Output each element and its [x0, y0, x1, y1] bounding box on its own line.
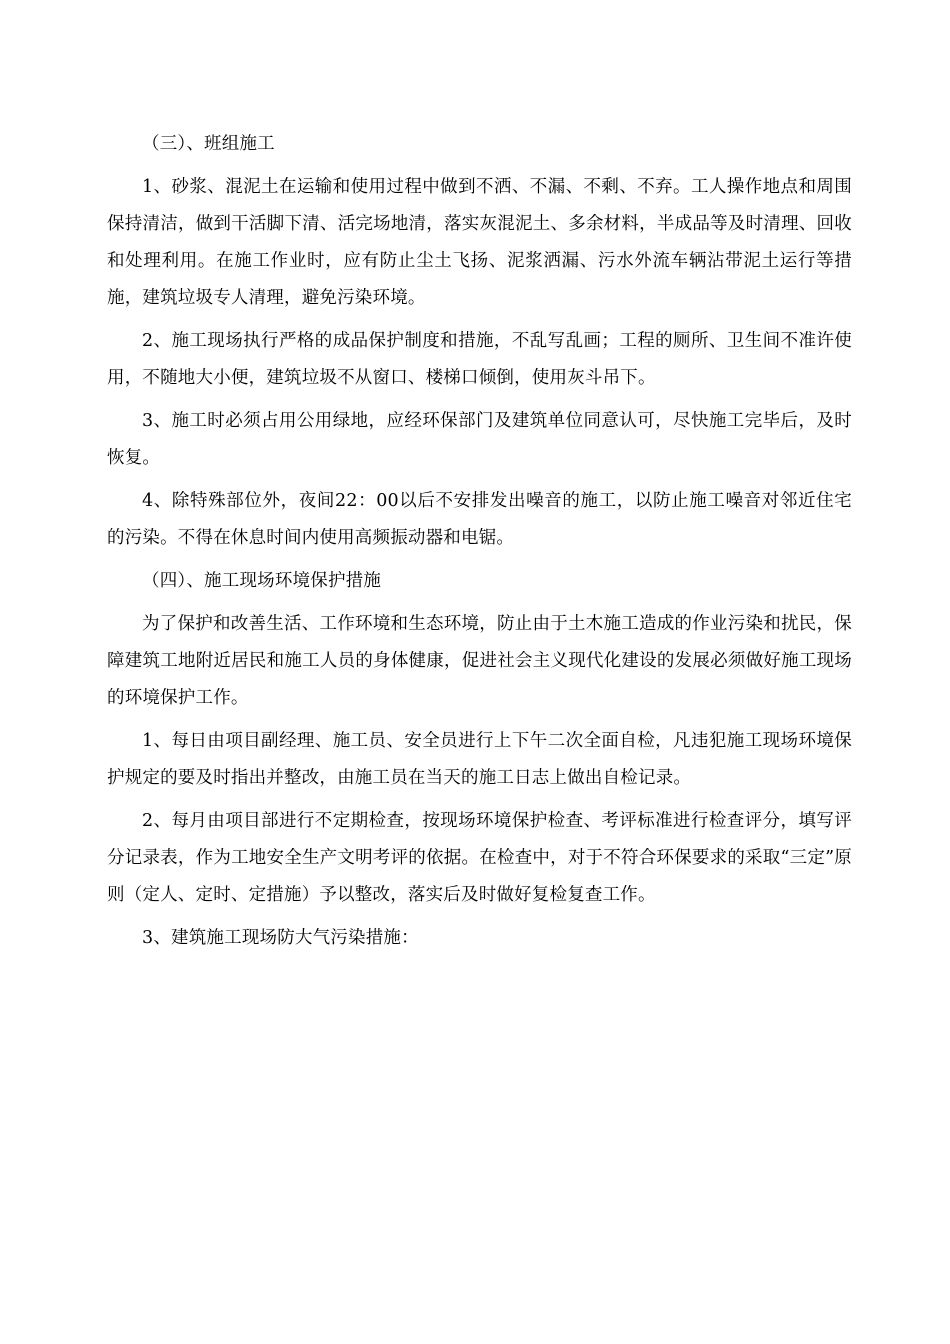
- document-body: [107, 126, 852, 963]
- paragraph-item-1-daily-inspection: 1、每日由项目副经理、施工员、安全员进行上下午二次全面自检，凡违犯施工现场环境保护规定的要及时指出并整改，由施工员在当天的施工日志上做出自检记录。: [107, 731, 852, 788]
- paragraph-intro-environmental-protection: 为了保护和改善生活、工作环境和生态环境，防止由于土木施工造成的作业污染和扰民，保障建筑工地附近居民和施工人员的身体健康，促进社会主义现代化建设的发展必须做好施工现场的环境保护工作。: [107, 614, 852, 708]
- paragraph-item-3-air-pollution: 3、建筑施工现场防大气污染措施：: [142, 928, 419, 948]
- paragraph-item-1-mortar-transport: 1、砂浆、混泥土在运输和使用过程中做到不洒、不漏、不剩、不弃。工人操作地点和周围保持清洁，做到干活脚下清、活完场地清，落实灰混泥土、多余材料，半成品等及时清理、回收和处理利用。在施工作业时，应有防止尘土飞扬、泥浆洒漏、污水外流车辆沾带泥土运行等措施，建筑垃圾专人清理，避免污染环境。: [107, 177, 852, 308]
- paragraph-item-2-monthly-inspection: 2、每月由项目部进行不定期检查，按现场环境保护检查、考评标准进行检查评分，填写评分记录表，作为工地安全生产文明考评的依据。在检查中，对于不符合环保要求的采取“三定”原则（定人、定时、定措施）予以整改，落实后及时做好复检复查工作。: [107, 811, 852, 905]
- paragraph-item-4-night-noise: 4、除特殊部位外，夜间22：00以后不安排发出噪音的施工，以防止施工噪音对邻近住宅的污染。不得在休息时间内使用高频振动器和电锯。: [107, 491, 852, 548]
- paragraph-item-3-green-space: 3、施工时必须占用公用绿地，应经环保部门及建筑单位同意认可，尽快施工完毕后，及时恢复。: [107, 411, 852, 468]
- section-heading-environmental-protection: （四）、施工现场环境保护措施: [142, 571, 382, 591]
- section-heading-team-construction: （三）、班组施工: [142, 134, 275, 154]
- paragraph-item-2-finished-product-protection: 2、施工现场执行严格的成品保护制度和措施，不乱写乱画；工程的厕所、卫生间不准许使用，不随地大小便，建筑垃圾不从窗口、楼梯口倾倒，使用灰斗吊下。: [107, 331, 852, 388]
